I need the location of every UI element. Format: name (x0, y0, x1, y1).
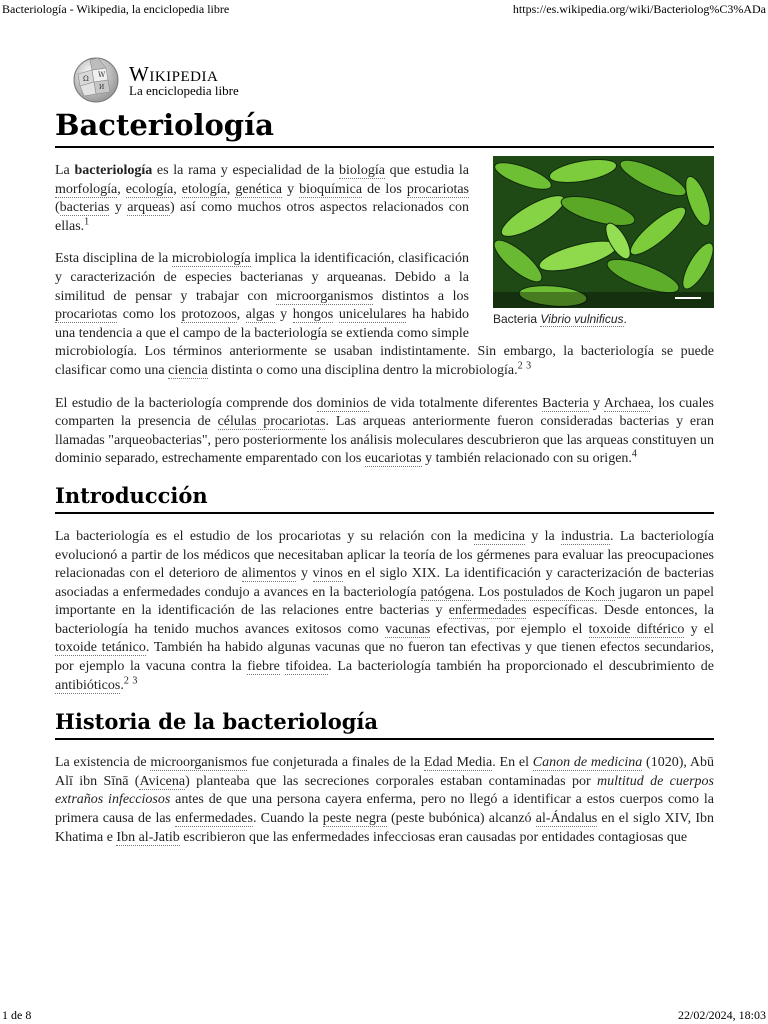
article-page (55, 52, 714, 847)
section-introduccion-paragraph: La bacteriología es el estudio de los procariotas y su relación con la medicina y la industria. La bacteriología evolucionó a partir de los médicos que necesitaban aplicar la teoría de los gérmenes para evaluar las preocupaciones relacionadas con el deterioro de alimentos y vinos en el siglo XIX. La identificación y caracterización de bacterias asociadas a enfermedades condujo a avances en la bacteriología patógena. Los postulados de Koch jugaron un papel importante en la identificación de las relaciones entre bacterias y enfermedades específicas. Desde entonces, la bacteriología ha tenido muchos avances exitosos como vacunas efectivas, por ejemplo el toxoide diftérico y el toxoide tetánico. También ha habido algunas vacunas que no fueron tan efectivas y que tienen efectos secundarios, por ejemplo la vacuna contra la fiebre tifoidea. La bacteriología también ha proporcionado el descubrimiento de antibióticos.$^2$ $^3$ (55, 528, 715, 693)
print-page-title: Bacteriología - Wikipedia, la enciclopedia libre (2, 2, 230, 16)
print-header (0, 2, 768, 18)
link-medicina[interactable]: medicina (473, 528, 525, 544)
link-patogena[interactable]: patógena (420, 584, 472, 600)
link-protozoos[interactable]: protozoos (181, 307, 237, 323)
article-title: Bacteriología (55, 106, 714, 148)
wikipedia-tagline: La enciclopedia libre (129, 83, 239, 98)
section-heading-historia: Historia de la bacteriología (55, 708, 714, 740)
link-bioquimica[interactable]: bioquímica (299, 181, 363, 197)
svg-text:Ω: Ω (83, 75, 89, 83)
wikipedia-wordmark: Wikipedia (129, 62, 219, 86)
link-procariotas[interactable]: procariotas (406, 181, 470, 197)
link-antibioticos[interactable]: antibióticos (55, 677, 121, 693)
link-microorganismos[interactable]: microorganismos (276, 288, 374, 304)
link-al-andalus[interactable]: al-Ándalus (535, 811, 598, 827)
print-url[interactable]: https://es.wikipedia.org/wiki/Bacteriolog%C3%ADa (512, 2, 766, 16)
link-procariotas-2[interactable]: procariotas (55, 307, 118, 323)
link-vibrio-vulnificus[interactable]: Vibrio vulnificus (540, 312, 624, 326)
infobox-figure (493, 156, 714, 326)
svg-text:W: W (98, 71, 106, 79)
link-fiebre[interactable]: fiebre (247, 659, 280, 675)
link-eucariotas[interactable]: eucariotas (364, 451, 422, 467)
ref-2b[interactable]: 2 (123, 675, 129, 686)
link-peste-negra[interactable]: peste negra (322, 811, 387, 827)
link-hongos[interactable]: hongos (292, 307, 334, 323)
link-genetica[interactable]: genética (235, 181, 283, 197)
link-unicelulares[interactable]: unicelulares (338, 307, 407, 323)
link-alimentos[interactable]: alimentos (241, 566, 297, 582)
svg-text:И: И (99, 84, 105, 91)
link-ecologia[interactable]: ecología (125, 181, 174, 197)
intro-paragraph-1: La bacteriología es la rama y especialidad de la biología que estudia la morfología, ecología, etología, genética y bioquímica de los procariotas (bacterias y arqueas) así como muchos otros aspectos relacionados con ellas.$^1$ (55, 163, 470, 234)
link-enfermedades[interactable]: enfermedades (448, 603, 527, 619)
ref-2[interactable]: 2 (517, 360, 523, 372)
link-microbiologia[interactable]: microbiología (172, 251, 251, 267)
link-microorganismos-2[interactable]: microorganismos (150, 755, 248, 771)
section-heading-introduccion: Introducción (55, 482, 714, 514)
page-counter: 1 de 8 (2, 1008, 32, 1022)
vibrio-vulnificus-micrograph[interactable] (493, 156, 714, 308)
link-industria[interactable]: industria (561, 528, 611, 544)
link-tifoidea[interactable]: tifoidea (285, 659, 329, 675)
link-vinos[interactable]: vinos (312, 566, 343, 582)
intro-paragraph-2: Esta disciplina de la microbiología implica la identificación, clasificación y caracterización de especies bacterianas y arqueanas. Debido a la similitud de pensar y trabajar con microorganismos distintos a los procariotas como los protozoos, algas y hongos unicelulares ha habido una tendencia a que el campo de la bacteriología se extienda como simple microbiología. Los términos anteriormente se usaban indistintamente. Sin embargo, la bacteriología se puede clasificar como una ciencia distinta o como una disciplina dentro la microbiología.$^2$ $^3$ (55, 251, 714, 378)
link-algas[interactable]: algas (245, 307, 275, 323)
link-toxoide-difterico[interactable]: toxoide diftérico (588, 621, 685, 637)
link-ciencia[interactable]: ciencia (168, 362, 208, 378)
wikipedia-logo[interactable] (55, 52, 714, 104)
link-archaea[interactable]: Archaea (603, 395, 651, 411)
ref-3[interactable]: 3 (526, 360, 532, 372)
link-biologia[interactable]: biología (339, 163, 385, 178)
link-postulados-de-koch[interactable]: postulados de Koch (503, 584, 615, 600)
link-dominios[interactable]: dominios (316, 395, 369, 411)
figure-caption: Bacteria Vibrio vulnificus. (493, 312, 627, 326)
print-datetime: 22/02/2024, 18:03 (677, 1008, 766, 1022)
wikipedia-globe-icon (72, 56, 120, 104)
link-edad-media[interactable]: Edad Media (423, 755, 493, 771)
link-bacterias[interactable]: bacterias (59, 200, 110, 216)
link-canon-de-medicina[interactable]: Canon de medicina (532, 755, 643, 771)
link-etologia[interactable]: etología (181, 181, 227, 197)
link-avicena[interactable]: Avicena (139, 773, 186, 789)
link-celulas-procariotas[interactable]: células procariotas (217, 414, 326, 430)
section-historia-paragraph: La existencia de microorganismos fue conjeturada a finales de la Edad Media. En el Canon de medicina (1020), Abū Alī ibn Sīnā (Avicena) planteaba que las secreciones corporales estaban contaminadas por multitud de cuerpos extraños infecciosos antes de que una persona cayera enferma, pero no llegó a identificar a estos cuerpos como la primera causa de las enfermedades. Cuando la peste negra (peste bubónica) alcanzó al-Ándalus en el siglo XIV, Ibn Khatima e Ibn al-Jatib escribieron que las enfermedades infecciosas eran causadas por entidades contagiosas que (55, 755, 715, 845)
intro-paragraph-3: El estudio de la bacteriología comprende dos dominios de vida totalmente diferentes Bacteria y Archaea, los cuales comparten la presencia de células procariotas. Las arqueas anteriormente fueron consideradas bacterias y eran llamadas "arqueobacterias", pero posteriormente los análisis moleculares descubrieron que las arqueas constituyen un dominio separado, estrechamente emparentado con los eucariotas y también relacionado con su origen.$^4$ (55, 395, 714, 467)
link-morfologia[interactable]: morfología (55, 181, 118, 197)
ref-4[interactable]: 4 (631, 448, 637, 460)
link-bacteria[interactable]: Bacteria (542, 395, 589, 411)
ref-1[interactable]: 1 (84, 216, 90, 228)
link-arqueas[interactable]: arqueas (127, 200, 170, 216)
ref-3b[interactable]: 3 (132, 675, 138, 686)
link-enfermedades-2[interactable]: enfermedades (175, 811, 253, 827)
link-ibn-al-jatib[interactable]: Ibn al-Jatib (116, 829, 180, 845)
link-vacunas[interactable]: vacunas (385, 621, 431, 637)
link-toxoide-tetanico[interactable]: toxoide tetánico (55, 640, 146, 656)
print-footer (0, 1008, 768, 1024)
